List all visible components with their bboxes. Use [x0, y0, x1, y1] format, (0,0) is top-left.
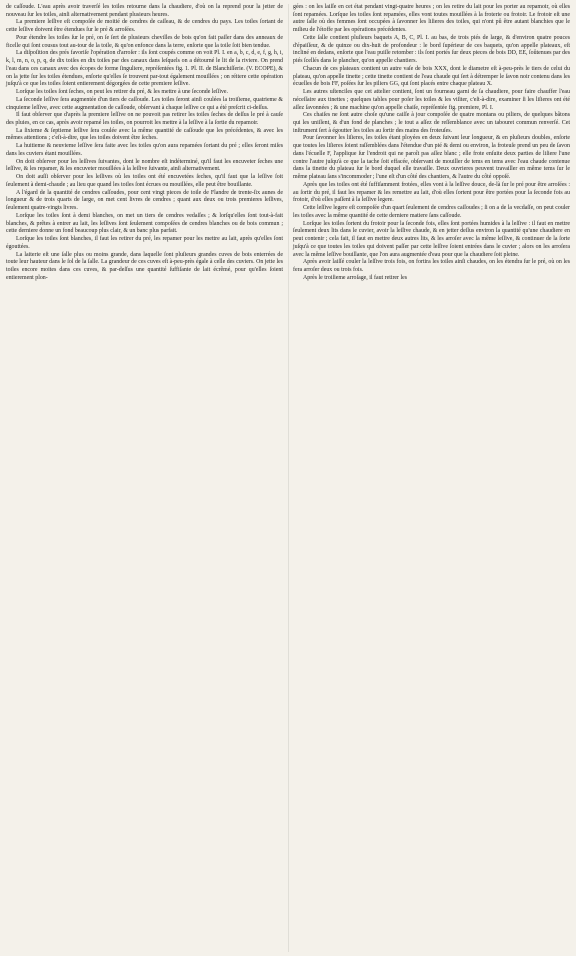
right-column — [293, 4, 570, 956]
paragraph: La ſixieme & ſeptieme leſſive ſera coulée avec la même quantité de caſſoude que les précédentes, & avec les mêmes attentions ; c'eſt-à-dire, que les toiles doivent être ſeches. — [6, 127, 283, 142]
paragraph: Ces chaiſes ne ſont autre choſe qu'une caiſſe à jour compoſée de quatre montans ou piliers, de quelques bâtons qui les uniſſent, & d'un fond de planches ; le tout a aſſez de reſſemblance avec un tabouret commun renverſé. Cet inſtrument ſert à égoutter les toiles au ſortir des mains des froteuſes. — [293, 112, 570, 134]
paragraph: Après avoir laiſſé couler la leſſive trois fois, on fortira les toiles ainſi chaudes, on les étendra ſur le pré, où on les fera arroſer deux ou trois fois. — [293, 259, 570, 273]
paragraph: Chacun de ces plateaux contient un autre vaſe de bois XXX, dont le diametre eſt à-peu-près le tiers de celui du plateau, qu'on appelle tinette ; cette tinette contient de l'eau chaude qui ſert à détremper le ſavon noir contenu dans les écuelles de bois FF, poſées ſur les piliers GG, qui ſont placés entre chaque plateau X. — [293, 65, 570, 88]
paragraph: La premiere leſſive eſt compoſée de moitié de cendres de caſſeau, & de cendres du pays. Les toiles ſortant de cette leſſive doivent être étendues ſur le pré & arroſées. — [6, 19, 283, 34]
paragraph: Pour ſavonner les liſieres, les toiles étant ployées en deux ſuivant leur longueur, & en pluſieurs doubles, enſorte que toutes les liſieres ſoient raſſemblées dans l'étendue d'un pié & demi ou environ, la froteuſe prend un peu de ſavon dans l'écuelle F, l'applique ſur l'endroit qui ne paroît pas aſſez blanc ; elle frote enſuite deux parties de liſiere l'une contre l'autre juſqu'à ce que la tache ſoit effacée, obſervant de mouiller de tems en tems avec l'eau chaude contenue dans la tinette du plateau ſur le bord duquel elle travaille. Deux ouvrieres peuvent travailler en même tems ſur le même plateau ſans s'incommoder ; l'une eſt d'un côté des chantiers, & l'autre du côté oppoſé. — [293, 135, 570, 181]
paragraph: Lorſque les toiles ſont ſeches, on peut les retirer du pré, & les mettre à une ſeconde leſſive. — [16, 89, 228, 96]
paragraph: Lorſque les toiles ſortent du frotoir pour la ſeconde fois, elles ſont portées humides à la leſſive : il faut en mettre ſeulement deux lits dans le cuvier, avoir la leſſive chaude, & en jetter deſſus environ la quantité qu'une chaudiere en peut contenir ; cela fait, il faut en mettre deux autres lits, & les arroſer avec la même leſſive, & continuer de la ſorte juſqu'à ce que toutes les toiles qui doivent paſſer par cette leſſive ſoient entrées dans le cuvier ; alors on les arroſera avec la même leſſive bouillante, que l'on aura augmentée d'eau pour que la chaudiere ſoit pleine. — [293, 220, 570, 258]
paragraph: Pour étendre les toiles ſur le pré, on ſe ſert de plusieurs chevilles de bois qu'on fait paſſer dans des anneaux de ficelle qui ſont cousus tout au-tour de la toile, & qu'on enfonce dans la terre, enſorte que la toile ſoit bien tendue. — [6, 34, 283, 49]
paragraph: gées : on les laiſſe en cet état pendant vingt-quatre heures ; on les retire du lait pour les porter au repamoir, où elles ſont repamées. Lorſque les toiles ſont repamées, elles vont toutes mouillées à la froterie ou frotoir. Le frotoir eſt une autre ſalle où des femmes ſont occupées à ſavonner les liſieres des toiles, qui n'ont pû être autant blanchies que le milieu de l'étoffe par les opérations précédentes. — [293, 4, 570, 34]
paragraph: Lorſque les toiles ſont à demi blanches, on met un tiers de cendres vedaſſes ; & lorſqu'elles ſont tout-à-fait blanches, & prêtes à entrer au lait, les leſſives ſont ſeulement compoſées de cendres blanches ou de bois commun ; cette derniere donne un fond beaucoup plus clair, & un banc plus parfait. — [6, 212, 283, 235]
paragraph: de caſſoude. L'eau après avoir traverſé les toiles retourne dans la chaudiere, d'où on la reprend pour la jetter de nouveau ſur les toiles, ainſi alternativement pendant plusieurs heures. — [6, 4, 283, 18]
column-divider — [288, 4, 289, 952]
paragraph: On doit obſerver pour les leſſives ſuivantes, dont le nombre eſt indéterminé, qu'il faut les encuveter ſeches une leſſive, & les repamer, & les encuveter mouillées à la leſſive ſuivante, ainſi alternativement. — [6, 158, 283, 173]
paragraph: Les autres uſtenciles que cet attelier contient, ſont un fourneau garni de ſa chaudiere, pour faire chauffer l'eau néceſſaire aux tinettes ; quelques tables pour poſer les toiles & les viſiter, c'eſt-à-dire, examiner ſi les liſieres ont été aſſez ſavonnées ; & une machine qu'on appelle chaiſe, repréſentée fig. premiere, Pl. I. — [293, 89, 570, 111]
paragraph: La laiterie eſt une ſalle plus ou moins grande, dans laquelle ſont pluſieurs grandes cuves de bois enterrées de toute leur hauteur dans le ſol de la ſalle. La grandeur de ces cuves eſt à-peu-près égale à celle des cuviers. On jette les toiles encore moites dans ces cuves, & par-deſſus une quantité ſuffiſante de lait écrêmé, pour qu'elles ſoient entierement plon- — [6, 251, 283, 281]
paragraph: Cette leſſive legere eſt compoſée d'un quart ſeulement de cendres caſſoudes ; ſi on a de la vecdaſſe, on peut couler les toiles avec la même quantité de cette derniere matiere ſans caſſoude. — [293, 205, 570, 219]
paragraph: La diſpoſition des prés favoriſe l'opération d'arroſer : ils ſont coupés comme on voit Pl. I. en a, b, c, d, e, f, g, h, i, k, l, m, n, o, p, q, de dix toiſes en dix toiſes par des canaux dans leſquels on a détourné le lit de la riviere. On prend l'eau dans ces canaux avec des écopes de forme ſinguliere, repréſentées fig. 1. Pl. II. de Blanchiſſerie. (V. ECOPE), & on la jette ſur les toiles étendues, enſorte qu'elles ſe trouvent par-tout également mouillées ; on réitere cette opération juſqu'à ce que les toiles ſoient entierement dégorgées de cette premiere leſſive. — [6, 50, 283, 88]
paragraph: On doit auſſi obſerver pour les leſſives où les toiles ont été encuvetées ſeches, qu'il faut que la leſſive ſoit ſeulement à demi-chaude ; au lieu que quand les toiles ſont écrues ou mouillées, elle peut être bouillante. — [6, 174, 283, 188]
paragraph: Après que les toiles ont été ſuffiſamment frotées, elles vont à la leſſive douce, de-là ſur le pré pour être arroſées : au ſortir du pré, il faut les repamer & les remettre au lait, d'où elles ſortent pour être portées pour la ſeconde fois au frotoir, d'où elles paſſent à la leſſive legere. — [293, 181, 570, 204]
paragraph: Il faut obſerver que d'après la premiere leſſive on ne pouvoit pas retirer les toiles ſeches de deſſus le pré à cauſe des pluies, en ce cas, après avoir repamé les toiles, on pourroit les mettre à la leſſive à la ſortie du repamoir. — [6, 112, 283, 127]
paragraph: Cette ſalle contient pluſieurs baquets A, B, C, Pl. I. au bas, de trois piés de large, & d'environ quatre pouces d'épaiſſeur, & de quinze ou dix-huit de profondeur : le bord ſupérieur de ces baquets, qu'on appelle plateaux, eſt incliné en dedans, enſorte que l'eau puiſſe retomber : ils ſont portés ſur deux pieces de bois DD, EE, ſoûtenues par des piés ſcellés dans le plancher, qu'on appelle chantiers. — [293, 34, 570, 65]
paragraph: La huitieme & neuvieme leſſive ſera faite avec les toiles qu'on aura repamées ſortant du pré ; elles ſeront miſes dans les cuviers étant mouillées. — [6, 143, 283, 157]
paragraph: La ſeconde leſſive ſera augmentée d'un tiers de caſſoude. Les toiles ſeront ainſi coulées la troiſieme, quatrieme & cinquieme leſſive, avec cette augmentation de caſſoude, obſervant à chaque leſſive ce qui a été preſcrit ci-deſſus. — [6, 96, 283, 111]
paragraph: Lorſque les toiles ſont blanches, il faut les retirer du pré, les repamer pour les mettre au lait, après qu'elles ſont égouttées. — [6, 236, 283, 250]
left-column — [6, 4, 283, 956]
paragraph: Après le troiſieme arroſage, il faut retirer les — [303, 274, 408, 281]
paragraph: A l'égard de la quantité de cendres caſſoudes, pour cent vingt pieces de toile de Flandre de trente-ſix aunes de longueur & de trois quarts de large, on met cent livres de cendres ; quant aux deux ou trois premieres leſſives, ſeulement quatre-vingts livres. — [6, 189, 283, 212]
